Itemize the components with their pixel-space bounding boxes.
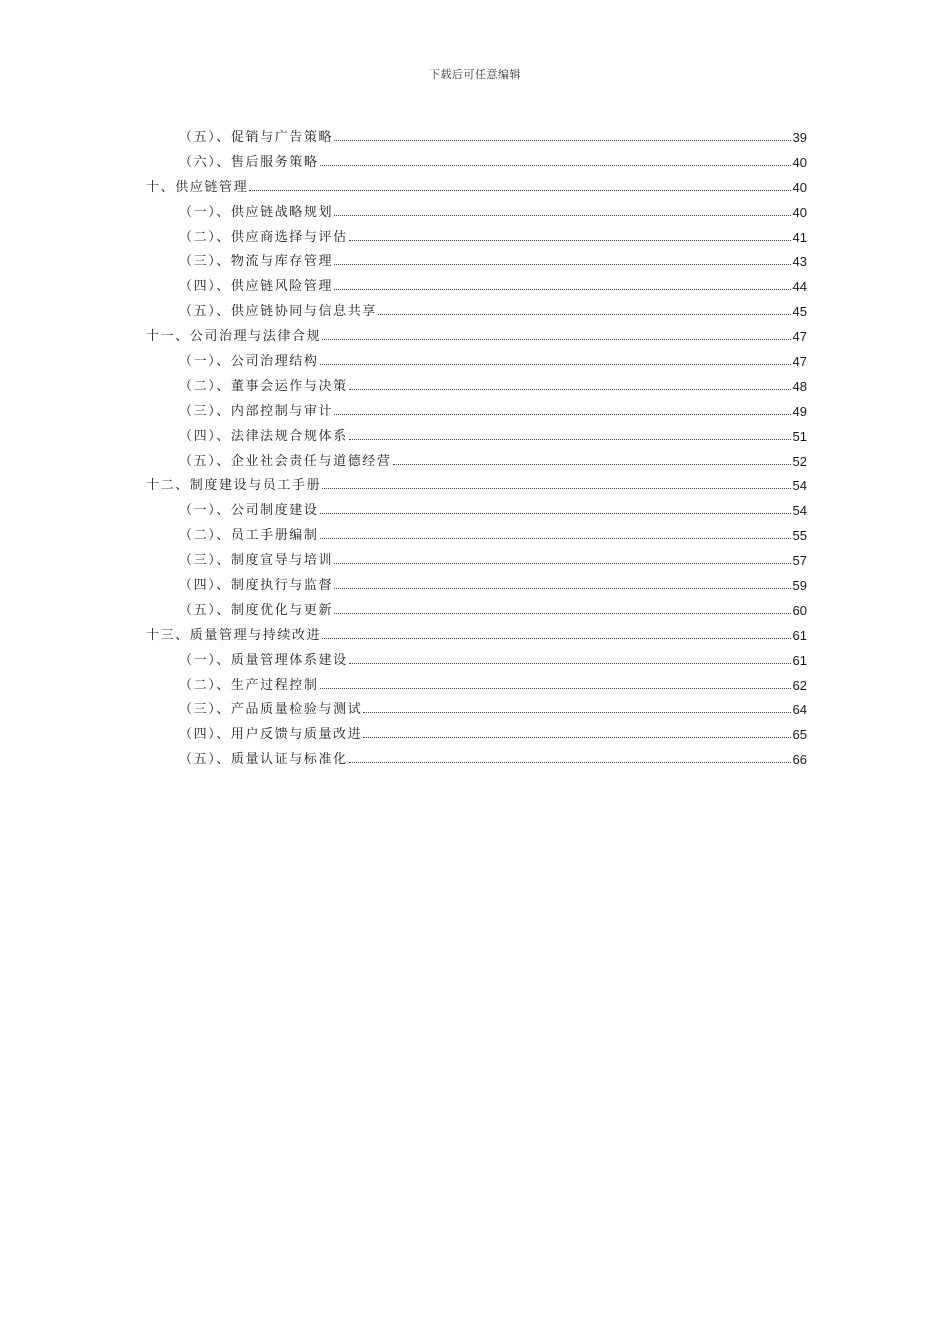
- toc-dot-leader: [334, 140, 790, 141]
- toc-entry-title: 十、供应链管理: [146, 179, 249, 195]
- toc-section-entry[interactable]: [146, 523, 807, 548]
- toc-entry-title: （二）、员工手册编制: [179, 528, 319, 544]
- toc-section-entry[interactable]: [146, 349, 807, 374]
- toc-section-entry[interactable]: [146, 673, 807, 698]
- toc-entry-page-number: 49: [792, 403, 807, 419]
- toc-entry-title: （一）、公司治理结构: [179, 353, 319, 369]
- toc-entry-page-number: 61: [792, 652, 807, 668]
- toc-dot-leader: [334, 613, 790, 614]
- toc-chapter-entry[interactable]: [146, 324, 807, 349]
- toc-dot-leader: [322, 638, 790, 639]
- toc-dot-leader: [378, 314, 791, 315]
- toc-entry-title: （六）、售后服务策略: [179, 154, 319, 170]
- toc-entry-page-number: 47: [792, 353, 807, 369]
- toc-entry-page-number: 65: [792, 727, 807, 743]
- toc-entry-page-number: 44: [792, 279, 807, 295]
- toc-entry-title: （二）、董事会运作与决策: [179, 378, 348, 394]
- toc-section-entry[interactable]: [146, 424, 807, 449]
- toc-dot-leader: [334, 264, 790, 265]
- page-header: 下载后可任意编辑: [429, 68, 521, 81]
- toc-entry-page-number: 66: [792, 752, 807, 768]
- toc-dot-leader: [349, 439, 791, 440]
- toc-entry-page-number: 47: [792, 329, 807, 345]
- toc-entry-page-number: 54: [792, 503, 807, 519]
- toc-entry-page-number: 60: [792, 602, 807, 618]
- toc-dot-leader: [349, 240, 791, 241]
- toc-entry-title: （五）、企业社会责任与道德经营: [179, 453, 392, 469]
- toc-section-entry[interactable]: [146, 200, 807, 225]
- toc-entry-page-number: 62: [792, 677, 807, 693]
- toc-entry-title: （一）、质量管理体系建设: [179, 652, 348, 668]
- toc-section-entry[interactable]: [146, 399, 807, 424]
- toc-dot-leader: [363, 712, 790, 713]
- toc-chapter-entry[interactable]: [146, 175, 807, 200]
- toc-entry-page-number: 64: [792, 702, 807, 718]
- toc-dot-leader: [334, 588, 790, 589]
- toc-dot-leader: [349, 663, 791, 664]
- toc-entry-title: （四）、供应链风险管理: [179, 279, 334, 295]
- toc-entry-title: （五）、制度优化与更新: [179, 602, 334, 618]
- toc-section-entry[interactable]: [146, 747, 807, 772]
- toc-entry-page-number: 51: [792, 428, 807, 444]
- toc-entry-page-number: 55: [792, 528, 807, 544]
- toc-dot-leader: [334, 414, 790, 415]
- toc-section-entry[interactable]: [146, 225, 807, 250]
- toc-section-entry[interactable]: [146, 648, 807, 673]
- toc-entry-title: （一）、公司制度建设: [179, 503, 319, 519]
- toc-section-entry[interactable]: [146, 274, 807, 299]
- toc-entry-title: 十二、制度建设与员工手册: [146, 478, 322, 494]
- toc-dot-leader: [349, 762, 791, 763]
- toc-dot-leader: [334, 215, 790, 216]
- toc-dot-leader: [320, 165, 791, 166]
- toc-entry-page-number: 52: [792, 453, 807, 469]
- toc-dot-leader: [322, 339, 790, 340]
- toc-section-entry[interactable]: [146, 722, 807, 747]
- toc-entry-title: （五）、供应链协同与信息共享: [179, 304, 377, 320]
- toc-dot-leader: [334, 563, 790, 564]
- toc-dot-leader: [249, 190, 790, 191]
- table-of-contents: [146, 125, 807, 772]
- toc-dot-leader: [334, 289, 790, 290]
- toc-section-entry[interactable]: [146, 125, 807, 150]
- toc-dot-leader: [363, 737, 790, 738]
- toc-entry-title: （五）、质量认证与标准化: [179, 752, 348, 768]
- toc-entry-title: （三）、内部控制与审计: [179, 403, 334, 419]
- toc-entry-page-number: 40: [792, 154, 807, 170]
- toc-entry-page-number: 43: [792, 254, 807, 270]
- toc-entry-page-number: 57: [792, 553, 807, 569]
- toc-entry-title: （四）、法律法规合规体系: [179, 428, 348, 444]
- toc-entry-page-number: 41: [792, 229, 807, 245]
- toc-entry-title: （三）、制度宣导与培训: [179, 553, 334, 569]
- toc-section-entry[interactable]: [146, 449, 807, 474]
- toc-section-entry[interactable]: [146, 573, 807, 598]
- toc-entry-title: （二）、供应商选择与评估: [179, 229, 348, 245]
- toc-entry-title: （三）、产品质量检验与测试: [179, 702, 363, 718]
- toc-section-entry[interactable]: [146, 374, 807, 399]
- toc-section-entry[interactable]: [146, 150, 807, 175]
- toc-section-entry[interactable]: [146, 498, 807, 523]
- toc-chapter-entry[interactable]: [146, 623, 807, 648]
- toc-dot-leader: [320, 538, 791, 539]
- toc-chapter-entry[interactable]: [146, 473, 807, 498]
- toc-entry-page-number: 40: [792, 179, 807, 195]
- toc-entry-page-number: 61: [792, 627, 807, 643]
- toc-dot-leader: [320, 364, 791, 365]
- toc-entry-title: （三）、物流与库存管理: [179, 254, 334, 270]
- toc-entry-title: （四）、用户反馈与质量改进: [179, 727, 363, 743]
- toc-section-entry[interactable]: [146, 299, 807, 324]
- toc-section-entry[interactable]: [146, 249, 807, 274]
- toc-entry-title: （一）、供应链战略规划: [179, 204, 334, 220]
- toc-entry-page-number: 39: [792, 129, 807, 145]
- toc-entry-title: 十三、质量管理与持续改进: [146, 627, 322, 643]
- toc-entry-page-number: 59: [792, 577, 807, 593]
- toc-entry-title: 十一、公司治理与法律合规: [146, 329, 322, 345]
- toc-section-entry[interactable]: [146, 598, 807, 623]
- toc-entry-page-number: 48: [792, 378, 807, 394]
- toc-dot-leader: [393, 464, 791, 465]
- toc-section-entry[interactable]: [146, 697, 807, 722]
- toc-dot-leader: [322, 488, 790, 489]
- toc-dot-leader: [320, 513, 791, 514]
- toc-entry-title: （五）、促销与广告策略: [179, 129, 334, 145]
- toc-entry-page-number: 45: [792, 304, 807, 320]
- toc-dot-leader: [320, 688, 791, 689]
- toc-entry-title: （四）、制度执行与监督: [179, 577, 334, 593]
- toc-dot-leader: [349, 389, 791, 390]
- toc-section-entry[interactable]: [146, 548, 807, 573]
- toc-entry-page-number: 54: [792, 478, 807, 494]
- toc-entry-page-number: 40: [792, 204, 807, 220]
- toc-entry-title: （二）、生产过程控制: [179, 677, 319, 693]
